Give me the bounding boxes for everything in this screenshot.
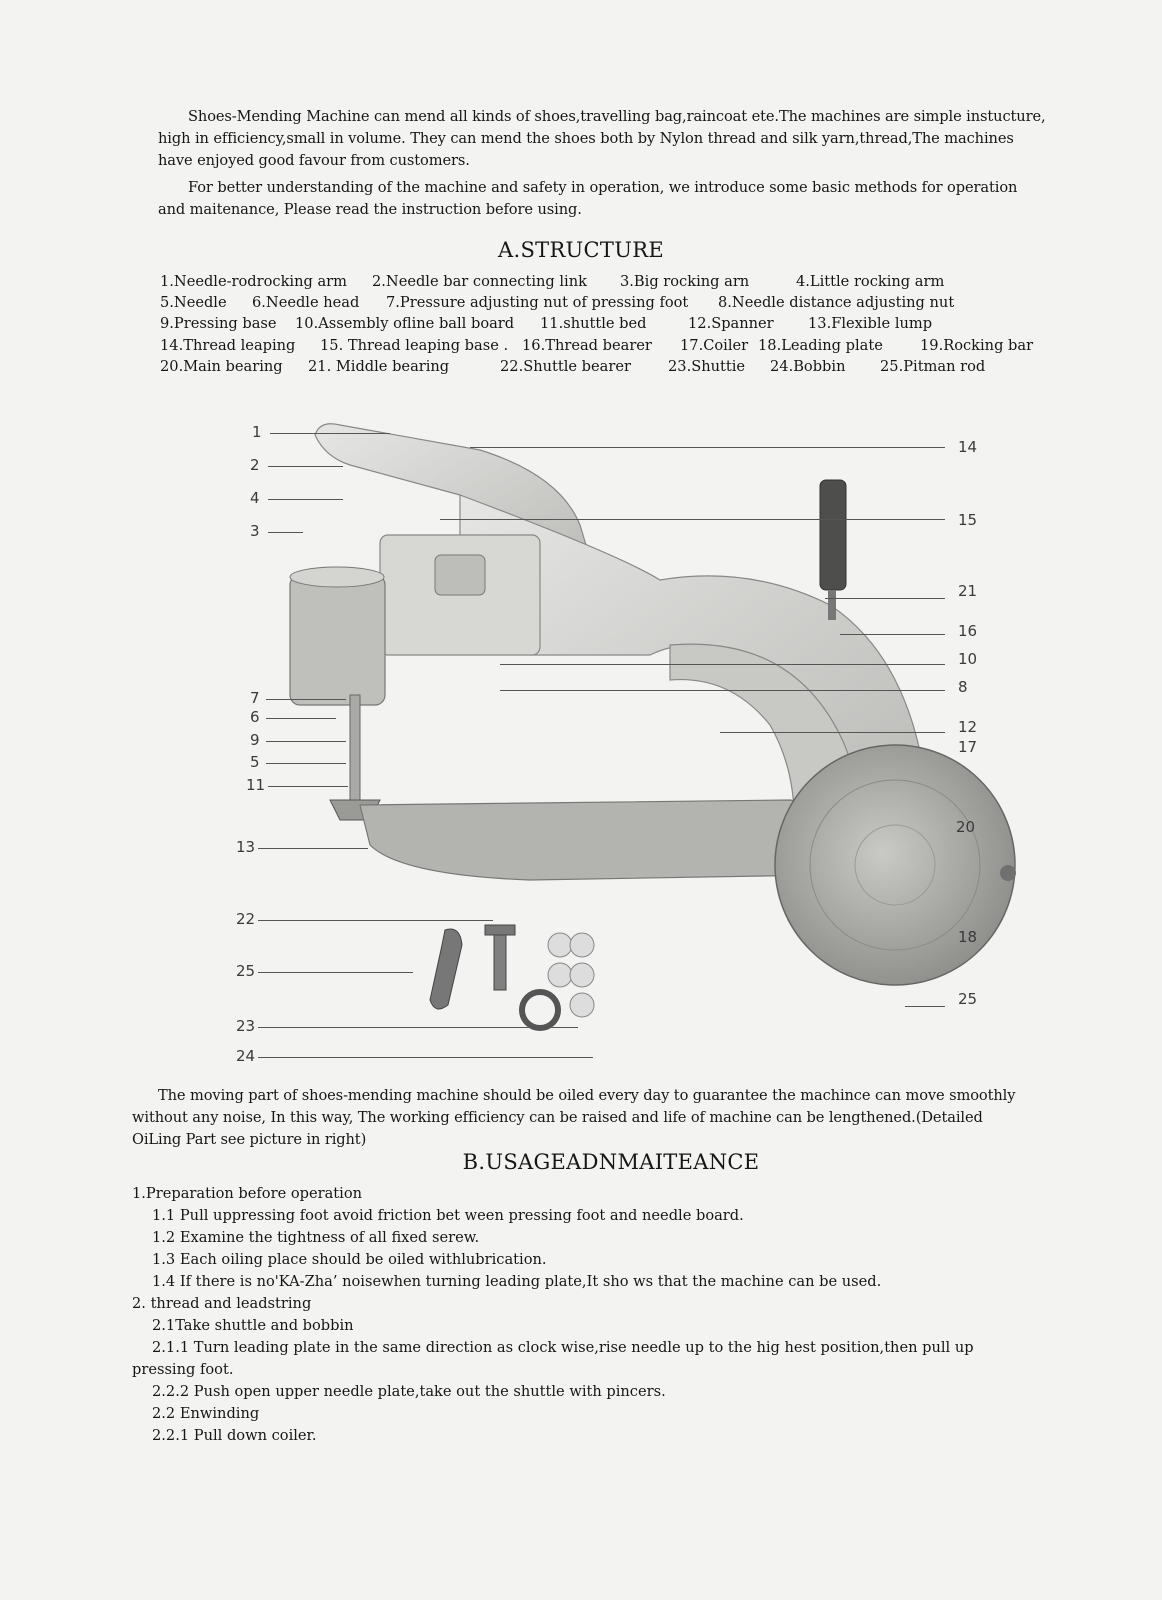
leader-line bbox=[268, 466, 343, 467]
part-item: 4.Little rocking arm bbox=[796, 273, 945, 290]
leader-line bbox=[470, 447, 945, 448]
part-item: 20.Main bearing bbox=[160, 358, 283, 375]
usage-line: 2. thread and leadstring bbox=[132, 1295, 312, 1312]
leader-line bbox=[258, 920, 493, 921]
leader-line bbox=[270, 433, 390, 434]
callout-right: 10 bbox=[958, 650, 978, 668]
usage-line: 2.2.2 Push open upper needle plate,take out the shuttle with pincers. bbox=[152, 1383, 666, 1400]
callout-left: 3 bbox=[250, 522, 260, 540]
intro-line-1: Shoes-Mending Machine can mend all kinds of shoes,travelling bag,raincoat ete.The machines are simple instucture, bbox=[188, 108, 1046, 125]
callout-left: 25 bbox=[236, 962, 256, 980]
callout-right: 12 bbox=[958, 718, 978, 736]
usage-line: 1.Preparation before operation bbox=[132, 1185, 363, 1202]
part-item: 19.Rocking bar bbox=[920, 337, 1034, 354]
usage-line: pressing foot. bbox=[132, 1361, 234, 1378]
callout-right: 8 bbox=[958, 678, 968, 696]
intro-line-2: high in efficiency,small in volume. They can mend the shoes both by Nylon thread and silk yarn,thread,The machines bbox=[158, 130, 1014, 147]
part-item: 7.Pressure adjusting nut of pressing foot bbox=[386, 294, 689, 311]
part-item: 13.Flexible lump bbox=[808, 315, 933, 332]
shoe-mending-machine-illustration bbox=[230, 405, 1030, 1085]
usage-line: 1.2 Examine the tightness of all fixed serew. bbox=[152, 1229, 480, 1246]
leader-line bbox=[266, 718, 336, 719]
callout-left: 11 bbox=[246, 776, 266, 794]
intro-line-5: and maitenance, Please read the instruction before using. bbox=[158, 201, 582, 218]
leader-line bbox=[500, 664, 945, 665]
leader-line bbox=[258, 1057, 593, 1058]
usage-line: 2.1.1 Turn leading plate in the same direction as clock wise,rise needle up to the hig hest position,then pull up bbox=[152, 1339, 974, 1356]
callout-right: 20 bbox=[956, 818, 976, 836]
callout-right: 14 bbox=[958, 438, 978, 456]
callout-left: 5 bbox=[250, 753, 260, 771]
leader-line bbox=[266, 763, 346, 764]
part-item: 11.shuttle bed bbox=[540, 315, 647, 332]
part-item: 17.Coiler bbox=[680, 337, 749, 354]
part-item: 8.Needle distance adjusting nut bbox=[718, 294, 955, 311]
callout-right: 25 bbox=[958, 990, 978, 1008]
usage-line: 1.1 Pull uppressing foot avoid friction bet ween pressing foot and needle board. bbox=[152, 1207, 744, 1224]
usage-heading: B.USAGEADNMAITEANCE bbox=[462, 1150, 760, 1174]
callout-right: 17 bbox=[958, 738, 978, 756]
leader-line bbox=[268, 532, 303, 533]
leader-line bbox=[268, 499, 343, 500]
oiling-line-3: OiLing Part see picture in right) bbox=[132, 1131, 367, 1148]
leader-line bbox=[720, 732, 945, 733]
usage-line: 1.3 Each oiling place should be oiled withlubrication. bbox=[152, 1251, 547, 1268]
usage-line: 2.2 Enwinding bbox=[152, 1405, 260, 1422]
part-item: 1.Needle-rodrocking arm bbox=[160, 273, 347, 290]
structure-heading: A.STRUCTURE bbox=[498, 238, 664, 262]
part-item: 10.Assembly ofline ball board bbox=[295, 315, 515, 332]
leader-line bbox=[440, 519, 945, 520]
usage-line: 1.4 If there is no'KA-Zha’ noisewhen turning leading plate,It sho ws that the machine can be used. bbox=[152, 1273, 882, 1290]
part-item: 6.Needle head bbox=[252, 294, 360, 311]
intro-line-4: For better understanding of the machine and safety in operation, we introduce some basic methods for operation bbox=[188, 179, 1018, 196]
callout-left: 1 bbox=[252, 423, 262, 441]
part-item: 22.Shuttle bearer bbox=[500, 358, 631, 375]
usage-line: 2.2.1 Pull down coiler. bbox=[152, 1427, 317, 1444]
intro-line-3: have enjoyed good favour from customers. bbox=[158, 152, 470, 169]
part-item: 12.Spanner bbox=[688, 315, 774, 332]
part-item: 15. Thread leaping base . bbox=[320, 337, 509, 354]
leader-line bbox=[825, 598, 945, 599]
callout-left: 23 bbox=[236, 1017, 256, 1035]
leader-line bbox=[266, 699, 346, 700]
part-item: 21. Middle bearing bbox=[308, 358, 450, 375]
part-item: 25.Pitman rod bbox=[880, 358, 986, 375]
part-item: 16.Thread bearer bbox=[522, 337, 652, 354]
oiling-line-1: The moving part of shoes-mending machine should be oiled every day to guarantee the machince can move smoothly bbox=[158, 1087, 1016, 1104]
leader-line bbox=[840, 634, 945, 635]
leader-line bbox=[500, 690, 945, 691]
part-item: 2.Needle bar connecting link bbox=[372, 273, 587, 290]
callout-left: 22 bbox=[236, 910, 256, 928]
callout-right: 18 bbox=[958, 928, 978, 946]
callout-left: 9 bbox=[250, 731, 260, 749]
leader-line bbox=[266, 741, 346, 742]
leader-line bbox=[258, 972, 413, 973]
part-item: 18.Leading plate bbox=[758, 337, 883, 354]
callout-right: 21 bbox=[958, 582, 978, 600]
callout-left: 7 bbox=[250, 689, 260, 707]
leader-line bbox=[258, 1027, 578, 1028]
callout-left: 4 bbox=[250, 489, 260, 507]
callout-left: 2 bbox=[250, 456, 260, 474]
part-item: 24.Bobbin bbox=[770, 358, 846, 375]
leader-line bbox=[258, 848, 368, 849]
usage-line: 2.1Take shuttle and bobbin bbox=[152, 1317, 354, 1334]
part-item: 3.Big rocking arn bbox=[620, 273, 750, 290]
part-item: 5.Needle bbox=[160, 294, 227, 311]
oiling-line-2: without any noise, In this way, The working efficiency can be raised and life of machine can be lengthened.(Detailed bbox=[132, 1109, 983, 1126]
callout-left: 6 bbox=[250, 708, 260, 726]
part-item: 14.Thread leaping bbox=[160, 337, 296, 354]
callout-left: 13 bbox=[236, 838, 256, 856]
callout-right: 15 bbox=[958, 511, 978, 529]
part-item: 23.Shuttie bbox=[668, 358, 746, 375]
callout-left: 24 bbox=[236, 1047, 256, 1065]
callout-right: 16 bbox=[958, 622, 978, 640]
leader-line bbox=[268, 786, 348, 787]
part-item: 9.Pressing base bbox=[160, 315, 277, 332]
leader-line bbox=[905, 1006, 945, 1007]
